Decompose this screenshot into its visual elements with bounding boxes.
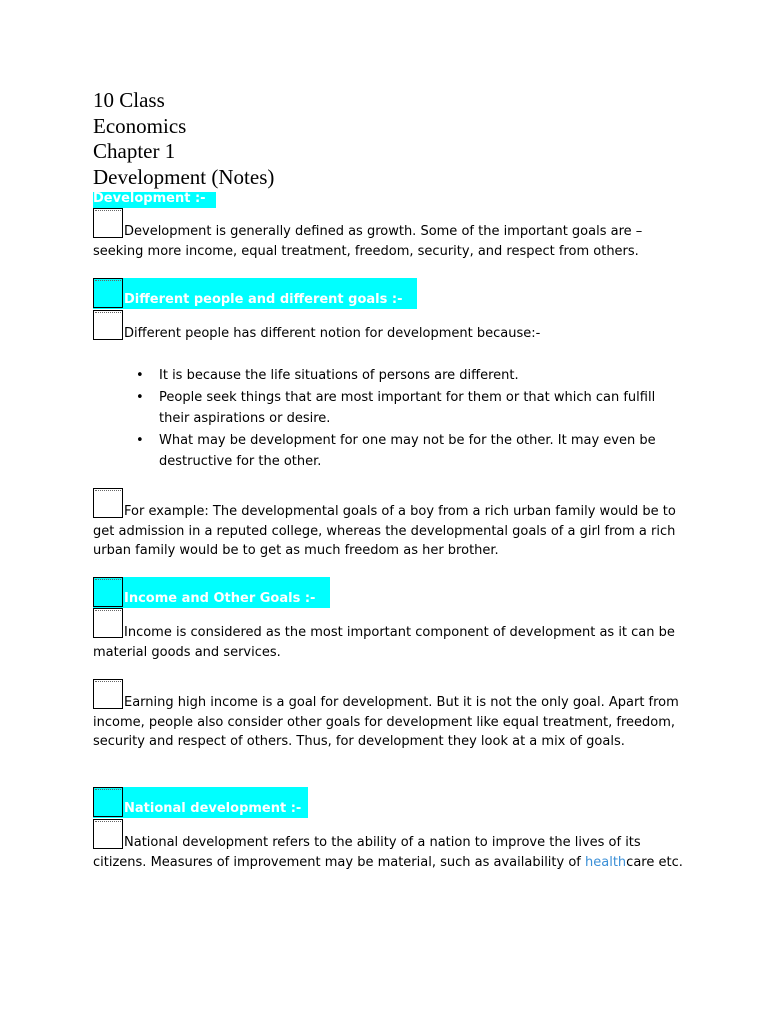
section-heading-development-text: Development :- [93,191,206,206]
image-placeholder-icon [93,577,123,607]
paragraph-example: For example: The developmental goals of a boy from a rich urban family would be to get admission in a reputed college, whereas the developmental goals of a girl from a rich urban family would be to get as much freedom as her brother. [93,504,676,558]
paragraph-national-development: National development refers to the ability of a nation to improve the lives of its citizens. Measures of improvement may be material, such as availability of healthcare etc. [93,835,683,870]
section-heading-different-goals-text: Different people and different goals :- [124,292,403,307]
section-heading-development [93,192,216,208]
bullet-item: • It is because the life situations of persons are different. [136,365,676,387]
paragraph-development-definition: Development is generally defined as growth. Some of the important goals are – seeking more income, equal treatment, freedom, security, and respect from others. [93,224,643,259]
paragraph-earning-income: Earning high income is a goal for development. But it is not the only goal. Apart from income, people also consider other goals for development like equal treatment, freedom, security and respect of others. Thus, for development they look at a mix of goals. [93,695,679,749]
title-line-4: Development (Notes) [93,165,275,189]
image-placeholder-icon [93,278,123,308]
reasons-bullet-list [136,365,676,473]
section-heading-national-development [93,787,308,818]
section-heading-different-goals [93,278,417,309]
image-placeholder-icon [93,787,123,817]
section-heading-national-development-text: National development :- [124,801,302,816]
health-link[interactable]: health [585,854,627,870]
paragraph-income-component: Income is considered as the most important component of development as it can be material goods and services. [93,625,675,660]
title-line-3: Chapter 1 [93,139,176,163]
paragraph-notion-intro: Different people has different notion for development because:- [124,326,541,341]
title-line-1: 10 Class [93,88,165,112]
bullet-item: • What may be development for one may not be for the other. It may even be destructive for the other. [136,430,676,473]
bullet-item: • People seek things that are most important for them or that which can fulfill their aspirations or desire. [136,387,676,430]
section-heading-income-goals [93,577,330,608]
section-heading-income-goals-text: Income and Other Goals :- [124,591,316,606]
title-line-2: Economics [93,114,187,138]
